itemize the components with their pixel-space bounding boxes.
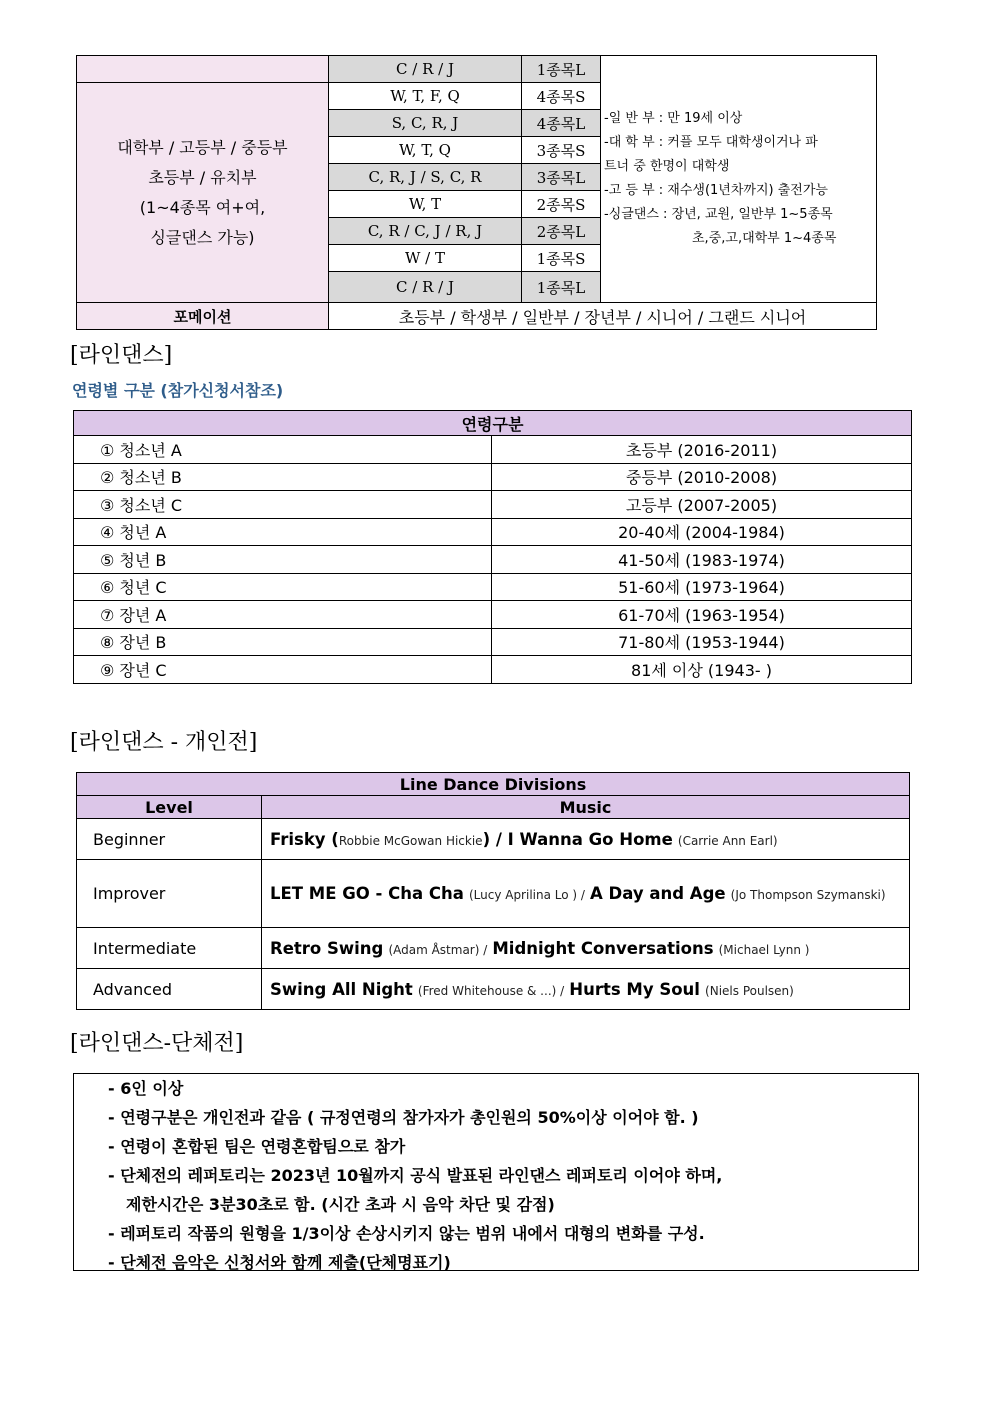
- list-item: - 연령구분은 개인전과 같음 ( 규정연령의 참가자가 총인원의 50%이상 이어야 함. ): [108, 1108, 699, 1127]
- eligibility-notes: -일 반 부 : 만 19세 이상 -대 학 부 : 커플 모두 대학생이거나 파 트너 중 한명이 대학생 -고 등 부 : 재수생(1년차까지) 출전가능 -싱글댄스 : 장년, 교원, 일반부 1~5종목 초,중,고,대학부 1~4종목: [601, 56, 877, 303]
- age-range: 51-60세 (1973-1964): [492, 573, 912, 601]
- count-cell: 1종목L: [522, 56, 601, 83]
- table-row: [77, 969, 910, 1010]
- table-row: [74, 628, 912, 656]
- section-heading-individual: [라인댄스 - 개인전]: [70, 730, 258, 755]
- event-table: [76, 55, 877, 330]
- table-row: [74, 518, 912, 546]
- table-row: [77, 928, 910, 969]
- music-cell: Swing All Night (Fred Whitehouse & ...) / Hurts My Soul (Niels Poulsen): [262, 969, 910, 1010]
- table-row: [74, 573, 912, 601]
- dance-cell: C, R / C, J / R, J: [329, 218, 522, 245]
- formation-label: 포메이션: [77, 303, 329, 330]
- list-item: - 단체전 음악은 신청서와 함께 제출(단체명표기): [108, 1253, 451, 1272]
- music-cell: Frisky (Robbie McGowan Hickie) / I Wanna Go Home (Carrie Ann Earl): [262, 819, 910, 860]
- age-range: 71-80세 (1953-1944): [492, 628, 912, 656]
- count-cell: 2종목L: [522, 218, 601, 245]
- dance-cell: W, T, Q: [329, 137, 522, 164]
- list-item: - 단체전의 레퍼토리는 2023년 10월까지 공식 발표된 라인댄스 레퍼토리 이어야 하며,: [108, 1166, 723, 1185]
- age-table-header: 연령구분: [74, 411, 912, 436]
- age-group: ① 청소년 A: [74, 436, 492, 464]
- table-row: [74, 546, 912, 574]
- count-cell: 3종목L: [522, 164, 601, 191]
- age-subheading: 연령별 구분 (참가신청서참조): [72, 381, 284, 400]
- divisions-table: [76, 772, 910, 1010]
- table-row: [74, 463, 912, 491]
- table-header-row: [74, 411, 912, 436]
- age-range: 61-70세 (1963-1954): [492, 601, 912, 629]
- divisions-title: Line Dance Divisions: [77, 773, 910, 796]
- count-cell: 4종목L: [522, 110, 601, 137]
- table-row: [74, 436, 912, 464]
- count-cell: 1종목L: [522, 272, 601, 303]
- age-group: ⑥ 청년 C: [74, 573, 492, 601]
- table-row: [77, 303, 877, 330]
- table-row: [77, 56, 877, 83]
- team-rules-list: [108, 1074, 722, 1277]
- dance-cell: C / R / J: [329, 56, 522, 83]
- table-header-row: [77, 773, 910, 796]
- age-range: 초등부 (2016-2011): [492, 436, 912, 464]
- empty-cell: [77, 56, 329, 83]
- count-cell: 1종목S: [522, 245, 601, 272]
- age-group: ② 청소년 B: [74, 463, 492, 491]
- age-range: 고등부 (2007-2005): [492, 491, 912, 519]
- count-cell: 3종목S: [522, 137, 601, 164]
- age-group: ⑧ 장년 B: [74, 628, 492, 656]
- age-group: ④ 청년 A: [74, 518, 492, 546]
- section-heading-team: [라인댄스-단체전]: [70, 1031, 244, 1056]
- table-row: [74, 491, 912, 519]
- dance-cell: W, T, F, Q: [329, 83, 522, 110]
- music-cell: LET ME GO - Cha Cha (Lucy Aprilina Lo ) / A Day and Age (Jo Thompson Szymanski): [262, 860, 910, 928]
- dance-cell: W / T: [329, 245, 522, 272]
- level-cell: Beginner: [77, 819, 262, 860]
- dance-cell: S, C, R, J: [329, 110, 522, 137]
- level-cell: Advanced: [77, 969, 262, 1010]
- table-row: [74, 656, 912, 684]
- col-header-level: Level: [77, 796, 262, 819]
- table-row: [74, 601, 912, 629]
- count-cell: 4종목S: [522, 83, 601, 110]
- col-header-music: Music: [262, 796, 910, 819]
- age-group: ⑤ 청년 B: [74, 546, 492, 574]
- table-row: [77, 860, 910, 928]
- table-header-row: [77, 796, 910, 819]
- count-cell: 2종목S: [522, 191, 601, 218]
- age-range: 20-40세 (2004-1984): [492, 518, 912, 546]
- age-group: ③ 청소년 C: [74, 491, 492, 519]
- level-cell: Improver: [77, 860, 262, 928]
- list-item: - 레퍼토리 작품의 원형을 1/3이상 손상시키지 않는 범위 내에서 대형의 변화를 구성.: [108, 1224, 705, 1243]
- division-cell: 대학부 / 고등부 / 중등부 초등부 / 유치부 (1~4종목 여+여, 싱글댄스 가능): [77, 83, 329, 303]
- level-cell: Intermediate: [77, 928, 262, 969]
- age-table: [73, 410, 912, 684]
- list-item: - 연령이 혼합된 팀은 연령혼합팀으로 참가: [108, 1137, 406, 1156]
- age-group: ⑨ 장년 C: [74, 656, 492, 684]
- list-item: 제한시간은 3분30초로 함. (시간 초과 시 음악 차단 및 감점): [126, 1195, 555, 1214]
- team-rules-box: [73, 1073, 919, 1271]
- dance-cell: C / R / J: [329, 272, 522, 303]
- age-range: 중등부 (2010-2008): [492, 463, 912, 491]
- dance-cell: C, R, J / S, C, R: [329, 164, 522, 191]
- table-row: [77, 819, 910, 860]
- age-range: 41-50세 (1983-1974): [492, 546, 912, 574]
- dance-cell: W, T: [329, 191, 522, 218]
- music-cell: Retro Swing (Adam Åstmar) / Midnight Conversations (Michael Lynn ): [262, 928, 910, 969]
- section-heading-linedance: [라인댄스]: [70, 343, 173, 368]
- list-item: - 6인 이상: [108, 1079, 184, 1098]
- formation-value: 초등부 / 학생부 / 일반부 / 장년부 / 시니어 / 그랜드 시니어: [329, 303, 877, 330]
- age-group: ⑦ 장년 A: [74, 601, 492, 629]
- age-range: 81세 이상 (1943- ): [492, 656, 912, 684]
